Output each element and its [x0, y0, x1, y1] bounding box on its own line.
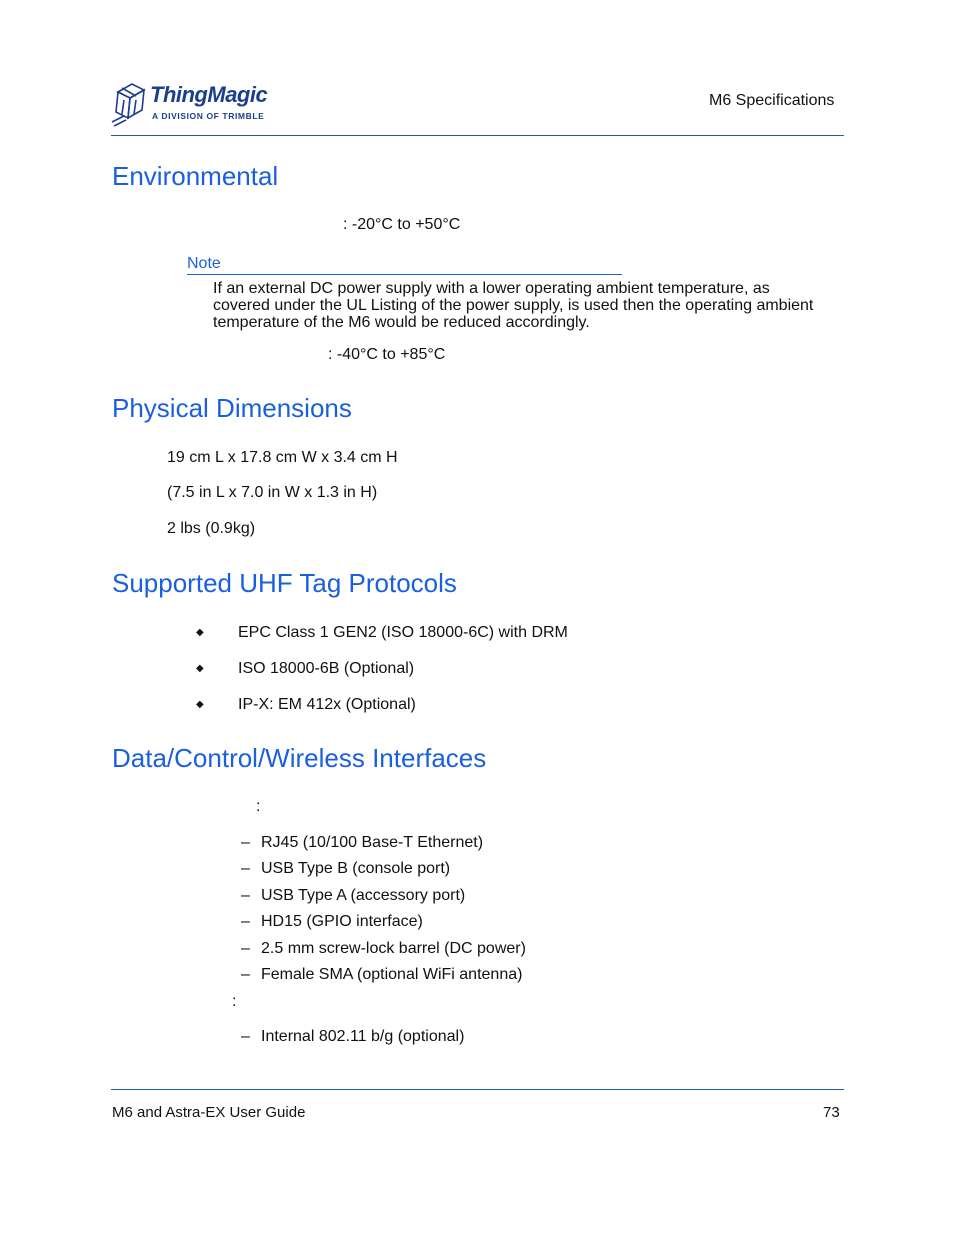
logo-wordmark: ThingMagic [150, 82, 268, 107]
heading-environmental: Environmental [112, 161, 279, 191]
protocol-item: IP-X: EM 412x (Optional) [238, 696, 416, 713]
heading-interfaces: Data/Control/Wireless Interfaces [112, 743, 487, 773]
bullet-icon: ◆ [196, 627, 204, 638]
logo-mark-icon [110, 78, 150, 128]
port-item: USB Type B (console port) [261, 860, 451, 877]
protocol-item: ISO 18000-6B (Optional) [238, 660, 415, 677]
port-item: Female SMA (optional WiFi antenna) [261, 966, 523, 983]
dash-marker: – [241, 1028, 250, 1045]
wireless-item: Internal 802.11 b/g (optional) [261, 1028, 465, 1045]
heading-tag-protocols: Supported UHF Tag Protocols [112, 568, 457, 598]
note-rule [187, 274, 622, 275]
wireless-colon: : [232, 993, 237, 1010]
dash-marker: – [241, 834, 250, 851]
weight: 2 lbs (0.9kg) [167, 520, 256, 537]
bullet-icon: ◆ [196, 699, 204, 710]
dimensions-imperial: (7.5 in L x 7.0 in W x 1.3 in H) [167, 484, 378, 501]
dimensions-metric: 19 cm L x 17.8 cm W x 3.4 cm H [167, 449, 398, 466]
operating-temperature: : -20°C to +50°C [343, 216, 461, 233]
dash-marker: – [241, 966, 250, 983]
header-rule [111, 135, 844, 136]
dash-marker: – [241, 913, 250, 930]
dash-marker: – [241, 887, 250, 904]
logo-tagline: A DIVISION OF TRIMBLE [152, 111, 265, 121]
dash-marker: – [241, 860, 250, 877]
thingmagic-logo [110, 78, 285, 130]
bullet-icon: ◆ [196, 663, 204, 674]
footer-title: M6 and Astra-EX User Guide [112, 1104, 306, 1121]
ports-colon: : [256, 798, 261, 815]
storage-temperature: : -40°C to +85°C [328, 346, 446, 363]
page-number: 73 [823, 1104, 840, 1121]
port-item: USB Type A (accessory port) [261, 887, 466, 904]
note-label: Note [187, 255, 221, 272]
dash-marker: – [241, 940, 250, 957]
note-text: If an external DC power supply with a lower operating ambient temperature, as covered under the UL Listing of the power supply, is used then the operating ambient temperature of the M6 would be reduced accordingly. [213, 280, 814, 331]
protocol-item: EPC Class 1 GEN2 (ISO 18000-6C) with DRM [238, 624, 568, 641]
port-item: 2.5 mm screw-lock barrel (DC power) [261, 940, 526, 957]
heading-physical-dimensions: Physical Dimensions [112, 393, 352, 423]
port-item: HD15 (GPIO interface) [261, 913, 423, 930]
port-item: RJ45 (10/100 Base-T Ethernet) [261, 834, 484, 851]
footer-rule [111, 1089, 844, 1090]
running-header-title: M6 Specifications [709, 92, 835, 109]
